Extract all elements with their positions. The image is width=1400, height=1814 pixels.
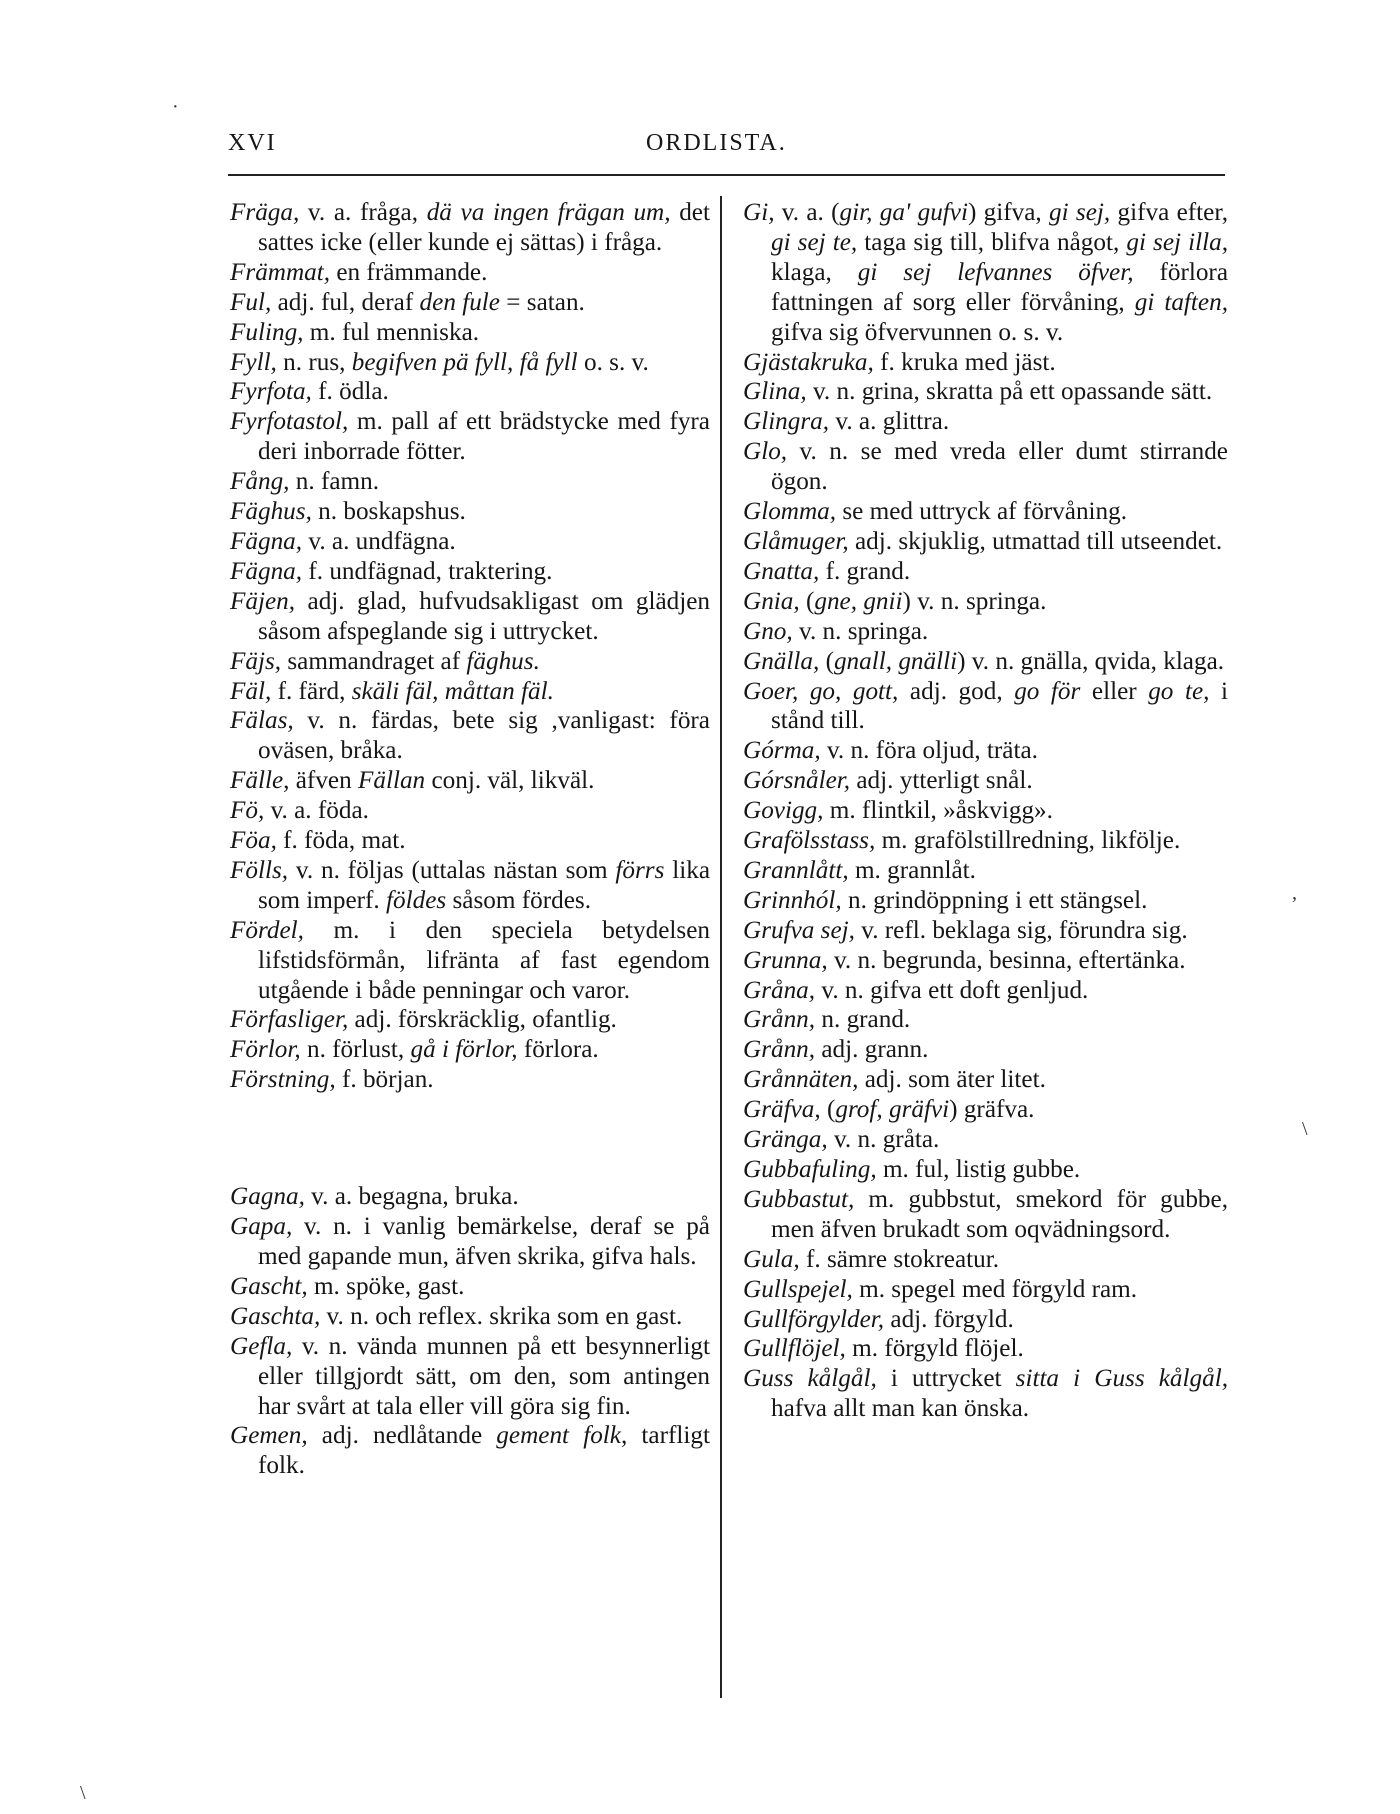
dictionary-entry — [743, 1364, 1228, 1424]
dictionary-entry — [743, 587, 1228, 617]
entry-headword: Gno, — [743, 617, 793, 645]
entry-headword: Gapa, — [230, 1213, 293, 1241]
entry-italic-phrase: földes — [386, 886, 447, 914]
entry-definition: i stånd till. — [771, 677, 1228, 735]
entry-headword: Fäghus, — [230, 498, 312, 526]
entry-definition: v. n. följas (uttalas nästan som — [288, 856, 616, 884]
entry-headword: Fyrfota, — [230, 378, 312, 406]
entry-headword: Fäl, — [230, 677, 272, 705]
entry-definition: m. spegel med förgyld ram. — [852, 1275, 1138, 1303]
dictionary-entry — [743, 766, 1228, 796]
entry-definition: äfven — [289, 767, 358, 795]
dictionary-entry — [230, 348, 710, 378]
entry-italic-phrase: go te, — [1148, 677, 1210, 705]
entry-definition: m. pall af ett brädstycke med fyra deri inborrade fötter. — [258, 408, 710, 466]
entry-italic-phrase: gi sej lefvannes öfver, — [857, 258, 1134, 286]
entry-definition: n. rus, — [276, 348, 352, 376]
entry-definition: f. sämre stokreatur. — [799, 1245, 1000, 1273]
entry-definition: m. flintkil, »åskvigg». — [823, 797, 1053, 825]
entry-headword: Górsnåler, — [743, 767, 851, 795]
entry-headword: Fälle, — [230, 767, 290, 795]
entry-definition: f. grand. — [819, 557, 911, 585]
entry-headword: Gnälla, — [743, 647, 820, 675]
entry-definition: f. ödla. — [311, 378, 389, 406]
entry-headword: Glo, — [743, 438, 788, 466]
entry-definition: adj. grann. — [815, 1036, 929, 1064]
dictionary-entry — [743, 437, 1228, 497]
dictionary-entry — [743, 916, 1228, 946]
entry-definition: adj. ful, deraf — [271, 288, 420, 316]
entry-definition: ( — [819, 647, 834, 675]
entry-definition: m. ful menniska. — [303, 318, 480, 346]
entry-headword: Guss kålgål, — [743, 1365, 877, 1393]
entry-italic-phrase: grof, gräfvi — [835, 1096, 950, 1124]
entry-italic-phrase: dä va ingen frägan um, — [426, 199, 671, 226]
entry-italic-phrase: gi sej, — [1049, 199, 1111, 226]
dictionary-entry — [743, 677, 1228, 737]
dictionary-entry — [230, 377, 710, 407]
dictionary-entry — [230, 826, 710, 856]
entry-italic-phrase: förrs — [615, 856, 665, 884]
entry-definition: v. a. glittra. — [829, 408, 950, 436]
entry-definition: gifva sig öfvervunnen o. s. v. — [771, 318, 1064, 346]
scan-tick-mark: \ — [1302, 1118, 1308, 1140]
dictionary-entry — [230, 1065, 710, 1095]
entry-headword: Grafölsstass, — [743, 827, 876, 855]
entry-headword: Gaschta, — [230, 1302, 321, 1330]
dictionary-entry — [743, 886, 1228, 916]
entry-headword: Goer, go, gott, — [743, 677, 899, 705]
entry-definition: ) v. n. springa. — [902, 587, 1047, 615]
dictionary-entry — [743, 1185, 1228, 1245]
dictionary-entry — [230, 796, 710, 826]
entry-definition: förlora fattningen af sorg eller förvåning, — [771, 258, 1228, 316]
entry-headword: Ful, — [230, 288, 272, 316]
entry-italic-phrase: gement folk, — [496, 1422, 628, 1450]
dictionary-entry — [743, 527, 1228, 557]
entry-headword: Grannlått, — [743, 856, 849, 884]
dictionary-entry — [743, 826, 1228, 856]
entry-definition: tarfligt folk. — [258, 1422, 710, 1480]
entry-headword: Górma, — [743, 737, 821, 765]
entry-definition: eller — [1080, 677, 1149, 705]
entry-italic-phrase: gi sej illa, — [1126, 228, 1228, 256]
entry-definition: ) gifva, — [967, 199, 1050, 226]
scan-corner-mark: \ — [80, 1782, 86, 1804]
entry-definition: adj. förskräcklig, ofantlig. — [348, 1006, 617, 1034]
entry-headword: Fång, — [230, 468, 290, 496]
entry-italic-phrase: gå i förlor, — [410, 1036, 518, 1064]
entry-definition: = satan. — [499, 288, 585, 316]
entry-headword: Gräfva, — [743, 1096, 821, 1124]
entry-headword: Fördel, — [230, 916, 304, 944]
entry-definition: v. n. föra oljud, träta. — [820, 737, 1038, 765]
dictionary-entry — [230, 1302, 710, 1332]
dictionary-entry — [230, 258, 710, 288]
entry-definition: v. n. gråta. — [827, 1126, 940, 1154]
dictionary-entry — [230, 557, 710, 587]
entry-headword: Gnia, — [743, 587, 800, 615]
entry-headword: Gullflöjel, — [743, 1335, 846, 1363]
entry-definition: ) gräfva. — [949, 1096, 1035, 1124]
entry-italic-phrase: go för — [1014, 677, 1081, 705]
entry-definition: f. färd, — [271, 677, 352, 705]
entry-headword: Grinnhól, — [743, 886, 842, 914]
entry-headword: Föa, — [230, 827, 277, 855]
entry-headword: Glingra, — [743, 408, 830, 436]
entry-headword: Gjästakruka, — [743, 348, 874, 376]
entry-definition: o. s. v. — [577, 348, 649, 376]
dictionary-entry — [743, 1035, 1228, 1065]
entry-headword: Förlor, — [230, 1036, 301, 1064]
entry-definition: m. gubbstut, smekord för gubbe, men äfven brukadt som oqvädningsord. — [771, 1185, 1228, 1243]
dictionary-entry — [743, 647, 1228, 677]
entry-definition: m. spöke, gast. — [307, 1272, 465, 1300]
entry-headword: Gullförgylder, — [743, 1305, 885, 1333]
running-title: ORDLISTA. — [646, 130, 787, 156]
entry-definition: såsom fördes. — [446, 886, 592, 914]
entry-italic-phrase: sitta i Guss kålgål, — [1015, 1365, 1229, 1393]
page-number: XVI — [228, 130, 277, 156]
dictionary-entry — [230, 1182, 710, 1212]
entry-definition: v. n. i vanlig bemärkelse, deraf se på med gapande mun, äfven skrika, gifva hals. — [258, 1213, 710, 1270]
entry-definition: v. n. vända munnen på ett besynnerligt eller tillgjordt sätt, om den, som antingen har svårt at tala eller vill göra sig fin. — [258, 1332, 710, 1420]
dictionary-entry — [743, 1005, 1228, 1035]
entry-definition: adj. som äter litet. — [858, 1066, 1046, 1094]
dictionary-entry — [743, 976, 1228, 1006]
entry-definition: adj. skjuklig, utmattad till utseendet. — [848, 527, 1223, 555]
entry-headword: Grufva sej, — [743, 916, 855, 944]
entry-definition: adj. glad, hufvudsakligast om glädjen såsom afspeglande sig i uttrycket. — [258, 587, 710, 645]
entry-headword: Grunna, — [743, 946, 828, 974]
entry-definition: m. grafölstillredning, likfölje. — [875, 827, 1181, 855]
entry-italic-phrase: Fällan — [357, 767, 426, 795]
entry-headword: Gnatta, — [743, 557, 820, 585]
dictionary-entry — [743, 1095, 1228, 1125]
entry-headword: Förfasliger, — [230, 1006, 349, 1034]
page-header — [228, 130, 1225, 170]
entry-definition: v. a. fråga, — [299, 199, 427, 226]
entry-italic-phrase: den fule — [419, 288, 500, 316]
entry-headword: Gemen, — [230, 1422, 308, 1450]
entry-headword: Gränga, — [743, 1126, 828, 1154]
dictionary-entry — [743, 557, 1228, 587]
entry-headword: Glina, — [743, 378, 807, 406]
entry-definition: adj. nedlåtande — [307, 1422, 497, 1450]
entry-definition: adj. förgyld. — [884, 1305, 1014, 1333]
entry-definition: ( — [799, 587, 815, 615]
entry-definition: m. grannlåt. — [848, 856, 976, 884]
entry-definition: adj. god, — [898, 677, 1015, 705]
entry-headword: Fägna, — [230, 527, 303, 555]
dictionary-entry — [230, 1332, 710, 1422]
entry-definition: n. grand. — [815, 1006, 911, 1034]
entry-definition: m. i den speciela betydelsen lifstidsförmån, lifränta af fast egendom utgående i både penningar och varor. — [258, 916, 710, 1004]
entry-headword: Govigg, — [743, 797, 824, 825]
entry-headword: Grånn, — [743, 1006, 816, 1034]
dictionary-entry — [743, 497, 1228, 527]
section-gap — [230, 1095, 710, 1182]
dictionary-entry — [230, 497, 710, 527]
entry-definition: v. n. färdas, bete sig ,vanligast: föra oväsen, bråka. — [258, 707, 710, 765]
dictionary-entry — [230, 288, 710, 318]
dictionary-entry — [230, 856, 710, 916]
entry-definition: v. n. och reflex. skrika som en gast. — [320, 1302, 683, 1330]
entry-headword: Glåmuger, — [743, 527, 849, 555]
entry-definition: i uttrycket — [876, 1365, 1016, 1393]
dictionary-entry — [743, 1125, 1228, 1155]
scan-speck-mark: , — [1292, 882, 1297, 904]
entry-headword: Fö, — [230, 797, 265, 825]
dictionary-entry — [230, 677, 710, 707]
dictionary-entry — [230, 766, 710, 796]
entry-headword: Fäjen, — [230, 587, 296, 615]
dictionary-entry — [230, 467, 710, 497]
entry-italic-phrase: gir, ga' gufvi — [839, 199, 968, 226]
entry-definition: hafva allt man kan önska. — [771, 1395, 1030, 1423]
dictionary-entry — [743, 946, 1228, 976]
entry-definition: det sattes icke (eller kunde ej sättas) i fråga. — [258, 199, 710, 256]
entry-headword: Gubbafuling, — [743, 1156, 877, 1183]
entry-headword: Fägna, — [230, 557, 303, 585]
entry-headword: Gi, — [743, 199, 775, 226]
entry-definition: v. n. springa. — [792, 617, 929, 645]
entry-definition: gifva efter, — [1110, 199, 1229, 226]
dictionary-entry — [230, 1005, 710, 1035]
dictionary-entry — [743, 1155, 1228, 1185]
dictionary-entry — [743, 1305, 1228, 1335]
entry-definition: v. n. se med vreda eller dumt stirrande ögon. — [771, 438, 1228, 496]
dictionary-entry — [230, 706, 710, 766]
dictionary-entry — [230, 1212, 710, 1272]
dictionary-entry — [743, 1245, 1228, 1275]
dictionary-entry — [230, 198, 710, 258]
entry-definition: f. undfägnad, traktering. — [302, 557, 553, 585]
dictionary-entry — [743, 617, 1228, 647]
entry-italic-phrase: begifven pä fyll, få fyll — [351, 348, 578, 376]
entry-definition: f. kruka med jäst. — [873, 348, 1056, 376]
dictionary-entry — [743, 348, 1228, 378]
entry-definition: v. refl. beklaga sig, förundra sig. — [854, 916, 1188, 944]
entry-italic-phrase: gnall, gnälli — [833, 647, 958, 675]
dictionary-entry — [230, 318, 710, 348]
dictionary-entry — [743, 407, 1228, 437]
entry-italic-phrase: gi sej te, — [771, 228, 858, 256]
entry-headword: Fyll, — [230, 348, 277, 376]
entry-headword: Gullspejel, — [743, 1275, 853, 1303]
dictionary-entry — [743, 1334, 1228, 1364]
entry-definition: v. a. ( — [774, 199, 840, 226]
entry-headword: Gubbastut, — [743, 1185, 855, 1213]
dictionary-entry — [743, 1065, 1228, 1095]
dictionary-entry — [230, 647, 710, 677]
entry-italic-phrase: gi taften, — [1134, 288, 1228, 316]
dictionary-entry — [230, 1035, 710, 1065]
dictionary-entry — [743, 198, 1228, 348]
dictionary-entry — [743, 796, 1228, 826]
entry-definition: v. n. grina, skratta på ett opassande sätt. — [806, 378, 1213, 406]
entry-headword: Gascht, — [230, 1272, 308, 1300]
entry-headword: Gefla, — [230, 1332, 293, 1360]
entry-definition: förlora. — [517, 1036, 599, 1064]
entry-headword: Grånn, — [743, 1036, 816, 1064]
dictionary-entry — [230, 527, 710, 557]
dictionary-entry — [230, 587, 710, 647]
entry-italic-phrase: gne, gnii — [814, 587, 903, 615]
entry-definition: v. a. föda. — [264, 797, 369, 825]
entry-definition: klaga, — [771, 258, 858, 286]
dictionary-entry — [743, 377, 1228, 407]
entry-italic-phrase: fäghus. — [466, 647, 540, 675]
entry-definition: sammandraget af — [281, 647, 467, 675]
entry-definition: m. förgyld flöjel. — [845, 1335, 1024, 1363]
entry-italic-phrase: skäli fäl, måttan fäl. — [351, 677, 554, 705]
entry-headword: Gråna, — [743, 976, 816, 1004]
entry-definition: m. ful, listig gubbe. — [876, 1156, 1081, 1183]
entry-definition: n. boskapshus. — [311, 498, 466, 526]
column-divider — [720, 196, 722, 1698]
entry-definition: ( — [820, 1096, 836, 1124]
right-column — [743, 198, 1228, 1424]
entry-headword: Fölls, — [230, 856, 289, 884]
entry-headword: Främmat, — [230, 258, 331, 286]
entry-headword: Glomma, — [743, 498, 837, 526]
left-column — [230, 198, 710, 1481]
entry-headword: Gagna, — [230, 1183, 305, 1211]
entry-headword: Fyrfotastol, — [230, 408, 349, 436]
entry-definition: f. föda, mat. — [276, 827, 406, 855]
scan-speck-mark: · — [172, 96, 179, 118]
entry-definition: conj. väl, likväl. — [425, 767, 595, 795]
entry-headword: Fälas, — [230, 707, 294, 735]
dictionary-entry — [743, 856, 1228, 886]
dictionary-entry — [230, 407, 710, 467]
header-rule — [228, 174, 1225, 176]
entry-definition: se med uttryck af förvåning. — [836, 498, 1128, 526]
dictionary-entry — [743, 1275, 1228, 1305]
entry-definition: ) v. n. gnälla, qvida, klaga. — [957, 647, 1225, 675]
dictionary-entry — [230, 916, 710, 1006]
entry-definition: adj. ytterligt snål. — [850, 767, 1033, 795]
entry-definition: taga sig till, blifva något, — [857, 228, 1127, 256]
entry-definition: n. förlust, — [300, 1036, 411, 1064]
entry-definition: lika som imperf. — [258, 856, 710, 914]
entry-headword: Fuling, — [230, 318, 304, 346]
entry-definition: v. n. begrunda, besinna, eftertänka. — [827, 946, 1186, 974]
entry-headword: Förstning, — [230, 1066, 336, 1094]
entry-definition: f. början. — [335, 1066, 434, 1094]
dictionary-entry — [743, 736, 1228, 766]
entry-definition: v. a. begagna, bruka. — [304, 1183, 519, 1211]
dictionary-entry — [230, 1272, 710, 1302]
entry-headword: Grånnäten, — [743, 1066, 859, 1094]
entry-definition: n. grindöppning i ett stängsel. — [841, 886, 1148, 914]
entry-headword: Fräga, — [230, 199, 300, 226]
entry-headword: Fäjs, — [230, 647, 282, 675]
entry-definition: en främmande. — [330, 258, 488, 286]
entry-definition: v. n. gifva ett doft genljud. — [815, 976, 1089, 1004]
entry-definition: v. a. undfägna. — [302, 527, 456, 555]
entry-headword: Gula, — [743, 1245, 800, 1273]
dictionary-entry — [230, 1421, 710, 1481]
entry-definition: n. famn. — [289, 468, 380, 496]
